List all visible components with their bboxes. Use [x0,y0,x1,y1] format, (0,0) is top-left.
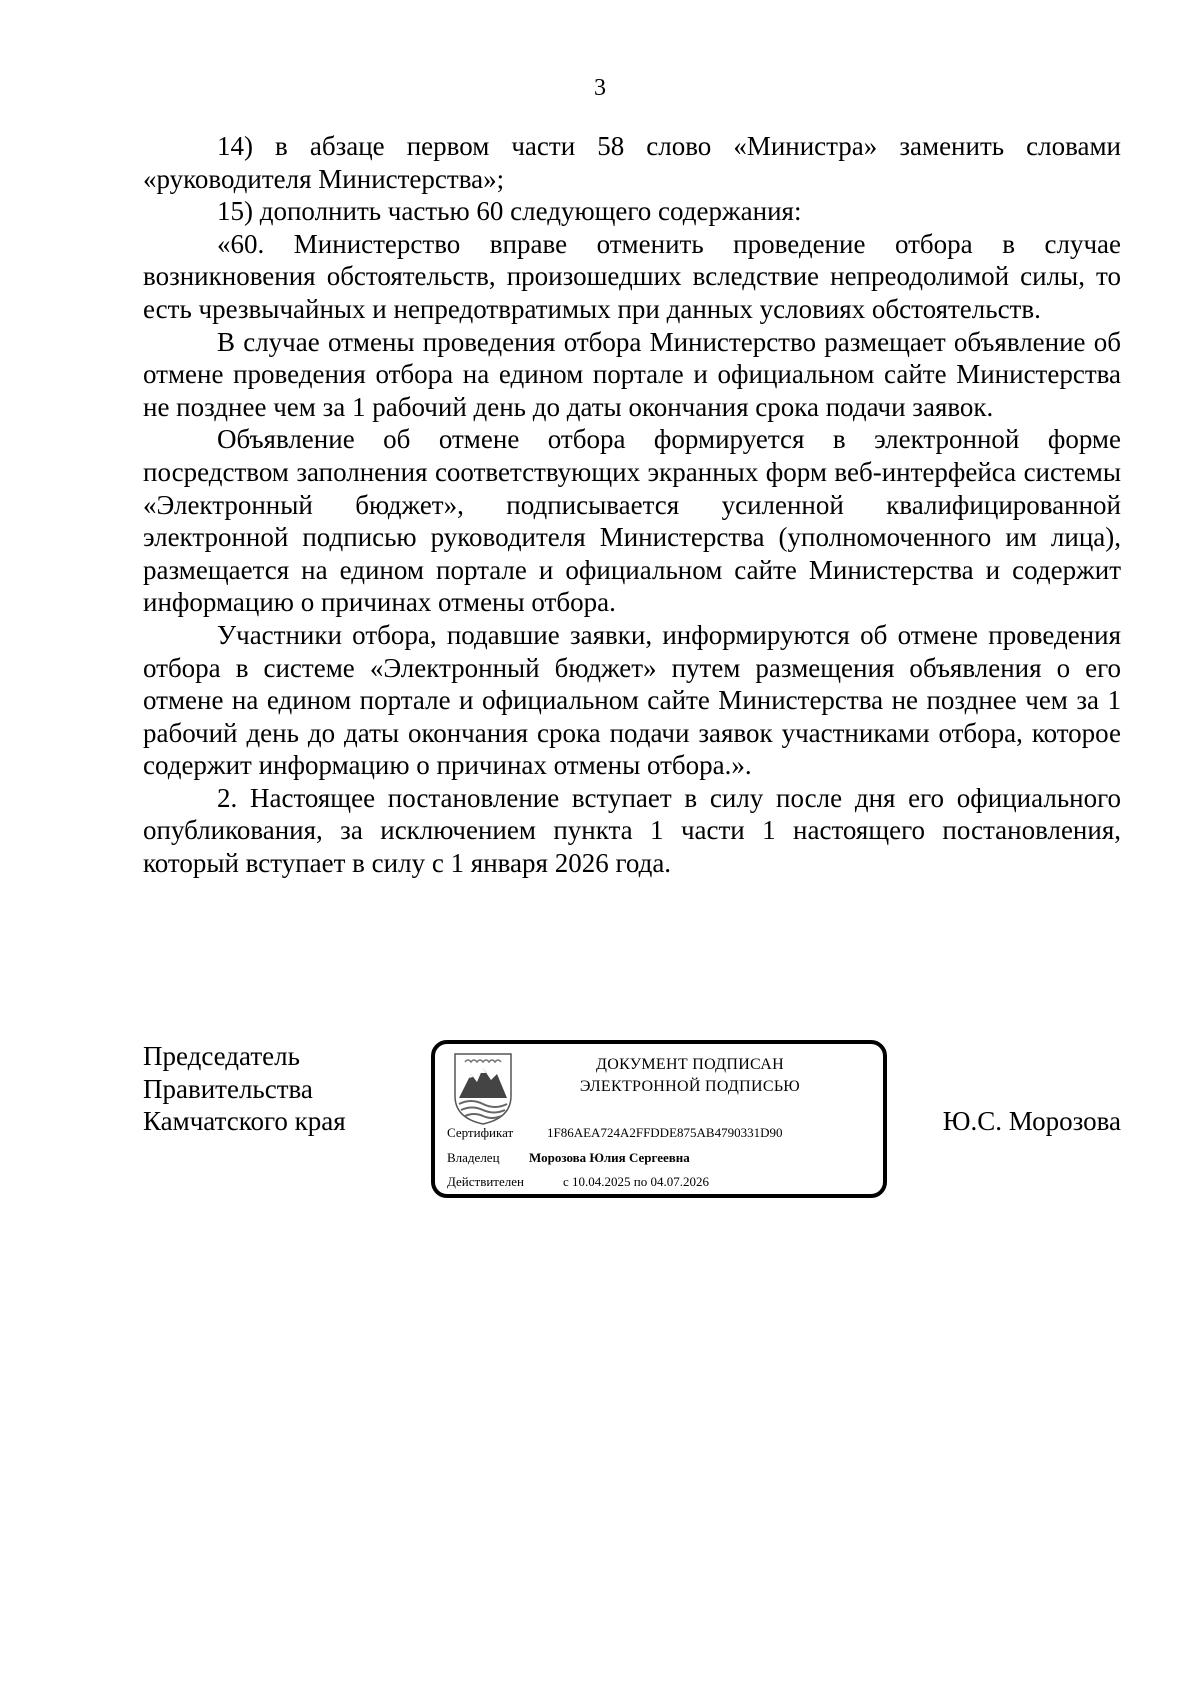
validity-label: Действителен [447,1174,524,1189]
paragraph-notice-format: Объявление об отмене отбора формируется в электронной форме посредством заполнения соответствующих экранных форм веб-интерфейса системы «Электронный бюджет», подписывается усиленной квалифицированной электронной подписью руководителя Министерства (уполномоченного им лица), размещается на едином портале и официальном сайте Министерства и содержит информацию о причинах отмены отбора. [143,424,1121,618]
paragraph-effective-date: 2. Настоящее постановление вступает в силу после дня его официального опубликования, за исключением пункта 1 части 1 настоящего постановления, который вступает в силу с 1 января 2026 года. [143,782,1121,879]
certificate-label: Сертификат [447,1125,514,1140]
paragraph-item-15: 15) дополнить частью 60 следующего содержания: [217,196,802,227]
signer-position-line: Правительства [143,1073,313,1104]
signer-position-line: Камчатского края [143,1106,346,1137]
signature-block [0,1040,1200,1220]
validity-value: с 10.04.2025 по 04.07.2026 [563,1174,709,1189]
owner-label: Владелец [447,1150,500,1165]
paragraph-item-14: 14) в абзаце первом части 58 слово «Министра» заменить словами «руководителя Министерства»; [143,131,1121,194]
paragraph-participants-notice: Участники отбора, подавшие заявки, информируются об отмене проведения отбора в системе «Электронный бюджет» путем размещения объявления о его отмене на едином портале и официальном сайте Министерства не позднее чем за 1 рабочий день до даты окончания срока подачи заявок участниками отбора, которое содержит информацию о причинах отмены отбора.». [143,619,1121,781]
paragraph-cancellation-notice: В случае отмены проведения отбора Министерство размещает объявление об отмене проведения отбора на едином портале и официальном сайте Министерства не позднее чем за 1 рабочий день до даты окончания срока подачи заявок. [143,326,1121,422]
signer-position-line: Председатель [143,1041,300,1071]
document-body [143,130,1121,880]
page-number: 3 [594,75,606,101]
stamp-validity-row [447,1173,709,1191]
stamp-subtitle: ЭЛЕКТРОННОЙ ПОДПИСЬЮ [579,1078,801,1095]
owner-value: Морозова Юлия Сергеевна [529,1150,690,1165]
signer-position [143,1040,346,1138]
electronic-signature-stamp [431,1040,887,1198]
stamp-owner-row [447,1149,690,1167]
kamchatka-coat-of-arms-icon [451,1052,515,1126]
paragraph-part-60: «60. Министерство вправе отменить проведение отбора в случае возникновения обстоятельств, произошедших вследствие непреодолимой силы, то есть чрезвычайных и непредотвратимых при данных условиях обстоятельств. [143,228,1121,324]
stamp-certificate-row [447,1124,782,1142]
signer-name: Ю.С. Морозова [942,1106,1121,1136]
certificate-value: 1F86AEA724A2FFDDE875AB4790331D90 [547,1125,783,1140]
stamp-title: ДОКУМЕНТ ПОДПИСАН [596,1056,784,1073]
